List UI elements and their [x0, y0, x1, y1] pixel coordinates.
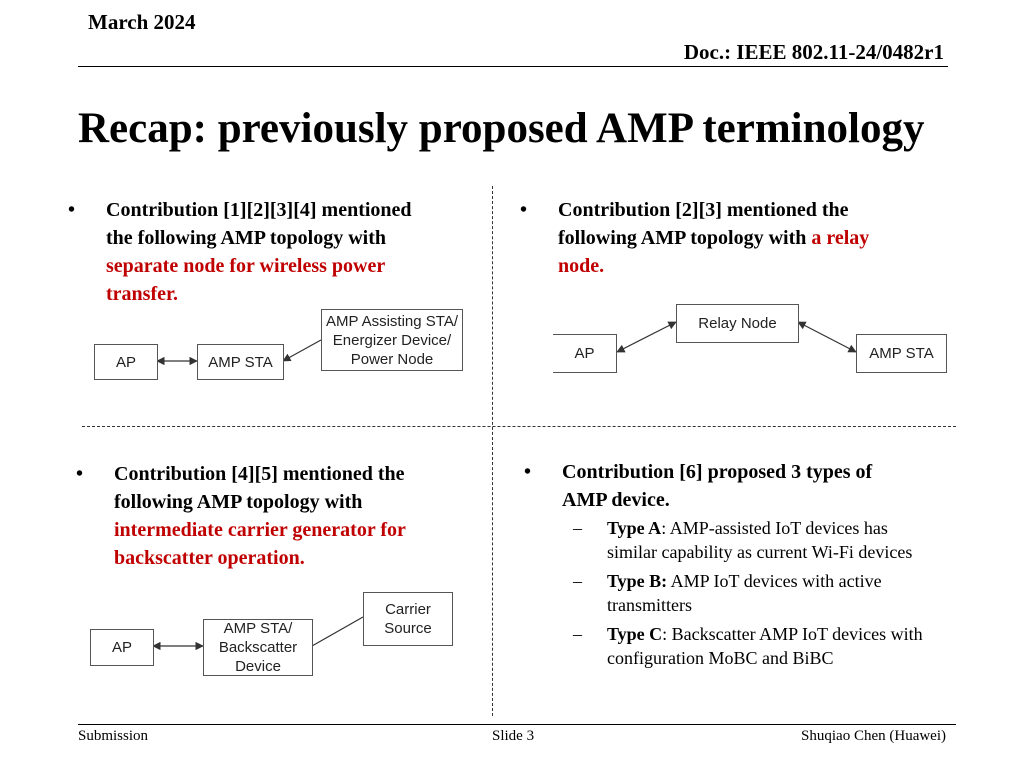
q1-power-node-line1: AMP Assisting STA/ — [326, 312, 458, 330]
footer-submission: Submission — [78, 728, 149, 744]
q1-node-sta-line — [283, 340, 321, 361]
q3-amp-sta-line3: Device — [235, 658, 281, 675]
q1-bullet — [68, 196, 488, 308]
dash-glyph: – — [573, 624, 582, 644]
q4-item-type-a — [573, 516, 963, 564]
q4-line2: AMP device. — [562, 489, 670, 511]
bullet-glyph: • — [68, 199, 76, 221]
q1-line3: separate node for wireless power — [106, 255, 386, 277]
q3-carrier-line1: Carrier — [385, 601, 431, 618]
q3-amp-sta-box — [203, 619, 313, 676]
type-a-desc2: similar capability as current Wi-Fi devices — [607, 542, 913, 562]
dash-glyph: – — [573, 571, 582, 591]
type-b-desc2: transmitters — [607, 595, 692, 615]
q1-ap-box: AP — [94, 344, 158, 380]
q1-power-node-box — [321, 309, 463, 371]
q2-line3: node. — [558, 255, 605, 277]
header-doc-id: Doc.: IEEE 802.11-24/0482r1 — [683, 40, 944, 64]
bullet-glyph: • — [524, 461, 532, 483]
q3-amp-sta-line2: Backscatter — [218, 639, 298, 656]
q2-relay-node-box: Relay Node — [676, 304, 799, 343]
q1-line1: Contribution [1][2][3][4] mentioned — [106, 199, 412, 221]
q3-line2: following AMP topology with — [114, 491, 363, 513]
footer-slide-number: Slide 3 — [492, 728, 535, 744]
dash-glyph: – — [573, 518, 582, 538]
type-c-desc2: configuration MoBC and BiBC — [607, 648, 834, 668]
q2-bullet — [520, 196, 940, 280]
q1-line4: transfer. — [106, 283, 179, 305]
q1-amp-sta-box: AMP STA — [197, 344, 284, 380]
q1-power-node-line2: Energizer Device/ — [332, 331, 452, 349]
q3-amp-sta-line1: AMP STA/ — [223, 620, 293, 637]
type-c-desc1: : Backscatter AMP IoT devices with — [662, 624, 923, 644]
q2-line2-red: a relay — [811, 227, 870, 249]
type-c-label: Type C — [607, 624, 663, 644]
q2-ap-box: AP — [553, 334, 617, 373]
slide-title: Recap: previously proposed AMP terminology — [78, 105, 925, 152]
q2-relay-sta-arrow — [798, 322, 856, 352]
q3-line3: intermediate carrier generator for — [114, 519, 406, 541]
q3-carrier-source-box — [363, 592, 453, 646]
q3-carrier-line2: Source — [384, 620, 432, 637]
q4-bullet — [524, 458, 944, 518]
q1-line2: the following AMP topology with — [106, 227, 387, 249]
header-date: March 2024 — [88, 10, 196, 34]
q2-amp-sta-box: AMP STA — [856, 334, 947, 373]
bullet-glyph: • — [520, 199, 528, 221]
q4-item-type-b — [573, 569, 963, 617]
q3-ap-box: AP — [90, 629, 154, 666]
q2-relay-ap-arrow — [617, 322, 676, 352]
type-b-label: Type B: — [607, 571, 668, 591]
footer-divider — [78, 724, 956, 725]
footer-author: Shuqiao Chen (Huawei) — [801, 728, 946, 744]
q3-bullet — [76, 460, 486, 572]
type-a-label: Type A — [607, 518, 662, 538]
q4-line1: Contribution [6] proposed 3 types of — [562, 461, 873, 483]
q3-line1: Contribution [4][5] mentioned the — [114, 463, 405, 485]
type-b-desc1: AMP IoT devices with active — [667, 571, 882, 591]
q2-line2-pre: following AMP topology with — [558, 227, 812, 249]
q3-line4: backscatter operation. — [114, 547, 305, 569]
q2-line1: Contribution [2][3] mentioned the — [558, 199, 849, 221]
type-a-desc1: : AMP-assisted IoT devices has — [661, 518, 888, 538]
q2-line2 — [558, 224, 869, 252]
bullet-glyph: • — [76, 463, 84, 485]
q3-carrier-sta-line — [312, 617, 363, 646]
q1-power-node-line3: Power Node — [350, 350, 434, 368]
q4-item-type-c — [573, 622, 973, 670]
